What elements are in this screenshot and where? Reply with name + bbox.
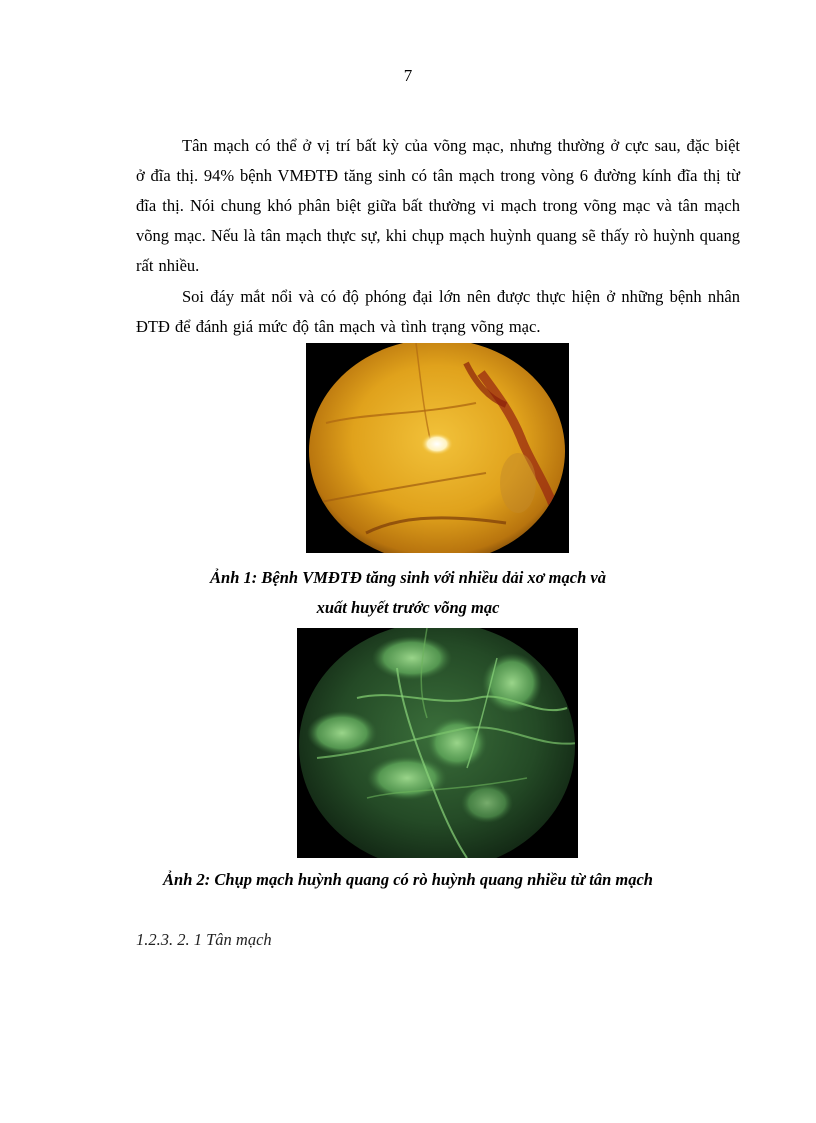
paragraph-2 (136, 282, 740, 342)
fluorescein-angiography-image (297, 628, 578, 858)
figure-1-caption-line-1: Ảnh 1: Bệnh VMĐTĐ tăng sinh với nhiều dải xơ mạch và (210, 568, 606, 587)
figure-2-caption: Ảnh 2: Chụp mạch huỳnh quang có rò huỳnh quang nhiều từ tân mạch (163, 870, 653, 889)
figure-1-caption-line-2: xuất huyết trước võng mạc (316, 598, 500, 617)
fundus-photo-image (306, 343, 569, 553)
paragraph-1 (136, 131, 740, 281)
paragraph-2-text: Soi đáy mắt nổi và có độ phóng đại lớn nên được thực hiện ở những bệnh nhân ĐTĐ để đánh giá mức độ tân mạch và tình trạng võng mạc. (136, 287, 740, 336)
paragraph-1-text: Tân mạch có thể ở vị trí bất kỳ của võng mạc, nhưng thường ở cực sau, đặc biệt ở đĩa thị. 94% bệnh VMĐTĐ tăng sinh có tân mạch trong vòng 6 đường kính đĩa thị từ đĩa thị. Nói chung khó phân biệt giữa bất thường vi mạch trong võng mạc và tân mạch võng mạc. Nếu là tân mạch thực sự, khi chụp mạch huỳnh quang sẽ thấy rò huỳnh quang rất nhiều. (136, 136, 740, 275)
page-number: 7 (403, 66, 413, 85)
fluorescein-angiography-figure (297, 628, 578, 858)
section-heading: 1.2.3. 2. 1 Tân mạch (136, 930, 272, 949)
fundus-photo-figure (306, 343, 569, 553)
